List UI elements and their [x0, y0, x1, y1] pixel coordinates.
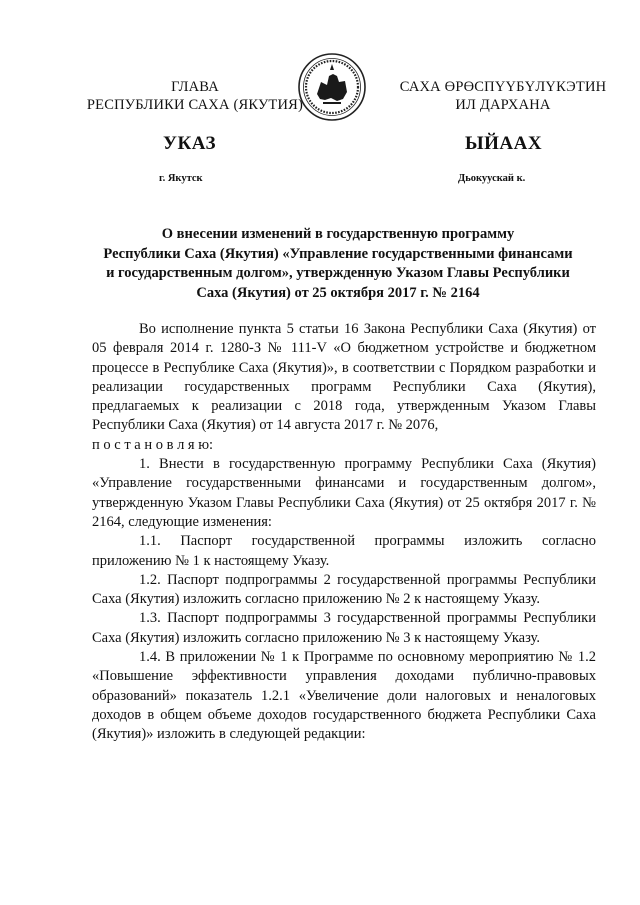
document-body	[92, 320, 596, 745]
paragraph-item-1-4: 1.4. В приложении № 1 к Программе по основному мероприятию № 1.2 «Повышение эффективности управления доходами публично-правовых образований» показатель 1.2.1 «Увеличение доли налоговых и неналоговых доходов в общем объеме доходов государственного бюджета Республики Саха (Якутия)» изложить в следующей редакции:	[92, 649, 596, 743]
header-right	[388, 78, 618, 114]
decree-label-sah: ЫЙААХ	[465, 133, 543, 154]
title-line: О внесении изменений в государственную программу	[161, 226, 515, 242]
paragraph-item-1-1: 1.1. Паспорт государственной программы изложить согласно приложению № 1 к настоящему Указу.	[92, 533, 596, 569]
title-line: и государственным долгом», утвержденную Указом Главы Республики	[106, 265, 570, 281]
header-left	[80, 78, 310, 114]
emblem-icon	[297, 52, 367, 122]
header-right-line2: ИЛ ДАРХАНА	[455, 97, 551, 113]
header-right-line1: САХА ӨРӨСПҮҮБҮЛҮКЭТИН	[399, 79, 607, 95]
city-ru: г. Якутск	[159, 173, 203, 184]
paragraph-item-1-2: 1.2. Паспорт подпрограммы 2 государственной программы Республики Саха (Якутия) изложить согласно приложению № 2 к настоящему Указу.	[92, 571, 596, 608]
header-left-line1: ГЛАВА	[171, 79, 219, 95]
paragraph-resolve: п о с т а н о в л я ю:	[92, 436, 214, 453]
document-title	[80, 225, 596, 303]
paragraph-item-1-3: 1.3. Паспорт подпрограммы 3 государственной программы Республики Саха (Якутия) изложить согласно приложению № 3 к настоящему Указу.	[92, 610, 596, 646]
title-line: Республики Саха (Якутия) «Управление государственными финансами	[103, 245, 573, 262]
title-line: Саха (Якутия) от 25 октября 2017 г. № 2164	[196, 284, 480, 301]
city-sah: Дьокуускай к.	[458, 173, 526, 184]
decree-label-ru: УКАЗ	[163, 133, 216, 154]
header-left-line2: РЕСПУБЛИКИ САХА (ЯКУТИЯ)	[86, 97, 304, 113]
paragraph-preamble: Во исполнение пункта 5 статьи 16 Закона Республики Саха (Якутия) от 05 февраля 2014 г. 1280-З № 111-V «О бюджетном устройстве и бюджетном процессе в Республике Саха (Якутия)», в соответствии с Порядком разработки и реализации государственных программ Республики Саха (Якутия), предлагаемых к реализации с 2018 года, утвержденным Указом Главы Республики Саха (Якутия) от 14 августа 2017 г. № 2076,	[92, 321, 596, 434]
paragraph-item-1: 1. Внести в государственную программу Республики Саха (Якутия) «Управление государственными финансами и государственным долгом», утвержденную Указом Главы Республики Саха (Якутия) от 25 октября 2017 г. № 2164, следующие изменения:	[92, 456, 596, 530]
